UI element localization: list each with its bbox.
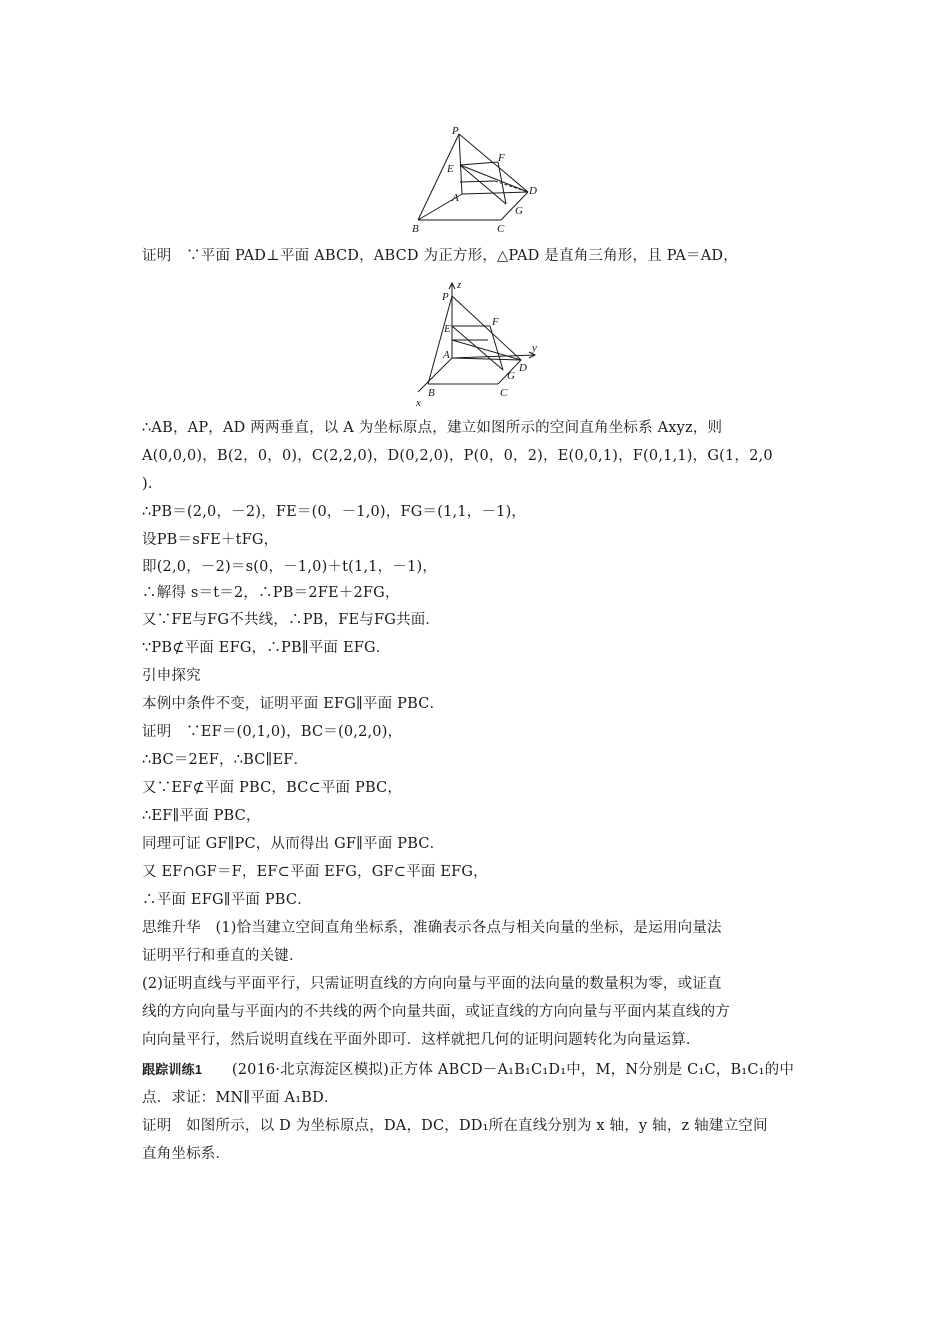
text-line: ∴PB＝(2,0，－2)，FE＝(0，－1,0)，FG＝(1,1，－1)， (142, 504, 527, 520)
axis-label: x (416, 397, 421, 409)
point-label: D (519, 362, 527, 374)
text-line: 本例中条件不变，证明平面 EFG∥平面 PBC． (142, 696, 445, 712)
text-line: 直角坐标系． (142, 1146, 231, 1162)
text-line: A(0,0,0)，B(2，0，0)，C(2,2,0)，D(0,2,0)，P(0，0，2)，E(0,0,1)，F(0,1,1)，G(1，2,0 (142, 448, 773, 464)
point-label: P (442, 291, 449, 303)
training-text: (2016·北京海淀区模拟)正方体 ABCD－A₁B₁C₁D₁中，M，N分别是 C₁C，B₁C₁的中 (231, 1062, 795, 1078)
text-line: ∵PB⊄平面 EFG，∴PB∥平面 EFG． (142, 640, 391, 656)
text-line: (2)证明直线与平面平行，只需证明直线的方向向量与平面的法向量的数量积为零，或证直 (142, 976, 722, 992)
text-line: 证明平行和垂直的关键． (142, 948, 304, 964)
text-line: 证明 ∵平面 PAD⊥平面 ABCD，ABCD 为正方形，△PAD 是直角三角形，且 PA＝AD， (142, 248, 738, 264)
text-line: 又∵EF⊄平面 PBC，BC⊂平面 PBC， (142, 780, 403, 796)
training-label: 跟踪训练1 (142, 1062, 203, 1077)
text-line: ∴AB，AP，AD 两两垂直，以 A 为坐标原点，建立如图所示的空间直角坐标系 Axyz，则 (142, 420, 723, 436)
point-label: B (428, 387, 435, 399)
point-label: B (412, 223, 419, 234)
text-line: 证明 如图所示，以 D 为坐标原点，DA，DC，DD₁所在直线分别为 x 轴，y 轴，z 轴建立空间 (142, 1118, 768, 1134)
training-line (142, 1060, 822, 1080)
text-line: 又 EF∩GF＝F，EF⊂平面 EFG，GF⊂平面 EFG， (142, 864, 488, 880)
text-line: ∴BC＝2EF，∴BC∥EF． (142, 752, 309, 768)
coordinate-pyramid-figure (410, 280, 550, 410)
text-line: 点．求证：MN∥平面 A₁BD． (142, 1090, 339, 1106)
text-line: ∴EF∥平面 PBC， (142, 808, 261, 824)
point-label: C (500, 387, 508, 399)
text-line: ). (142, 476, 153, 492)
pyramid-diagram (400, 122, 550, 234)
text-line: ∴解得 s＝t＝2，∴PB＝2FE＋2FG， (142, 585, 400, 601)
coordinate-pyramid-diagram (410, 280, 550, 410)
point-label: A (443, 349, 450, 361)
axis-label: y (532, 342, 537, 354)
point-label: F (498, 152, 505, 164)
text-line: 即(2,0，－2)＝s(0，－1,0)＋t(1,1，－1)， (142, 559, 438, 575)
pyramid-figure (400, 122, 550, 234)
point-label: E (444, 323, 451, 335)
point-label: P (452, 125, 459, 137)
axis-label: z (457, 280, 462, 291)
text-line: 设PB＝sFE＋tFG， (142, 532, 279, 548)
point-label: D (529, 185, 537, 197)
point-label: A (452, 192, 459, 204)
text-line: 又∵FE与FG不共线，∴PB，FE与FG共面． (142, 612, 441, 628)
text-line: 同理可证 GF∥PC，从而得出 GF∥平面 PBC． (142, 836, 445, 852)
point-label: G (507, 370, 515, 382)
section-heading: 引申探究 (142, 668, 201, 684)
text-line: 线的方向向量与平面内的不共线的两个向量共面，或证直线的方向向量与平面内某直线的方 (142, 1004, 730, 1020)
point-label: G (515, 205, 523, 217)
text-line: 思维升华 (1)恰当建立空间直角坐标系，准确表示各点与相关向量的坐标，是运用向量法 (142, 920, 722, 936)
point-label: C (497, 223, 505, 234)
point-label: E (447, 163, 454, 175)
text-line: 证明 ∵EF＝(0,1,0)，BC＝(0,2,0)， (142, 724, 403, 740)
point-label: F (492, 316, 499, 328)
text-line: 向向量平行，然后说明直线在平面外即可．这样就把几何的证明问题转化为向量运算． (142, 1032, 701, 1048)
text-line: ∴平面 EFG∥平面 PBC． (142, 892, 312, 908)
